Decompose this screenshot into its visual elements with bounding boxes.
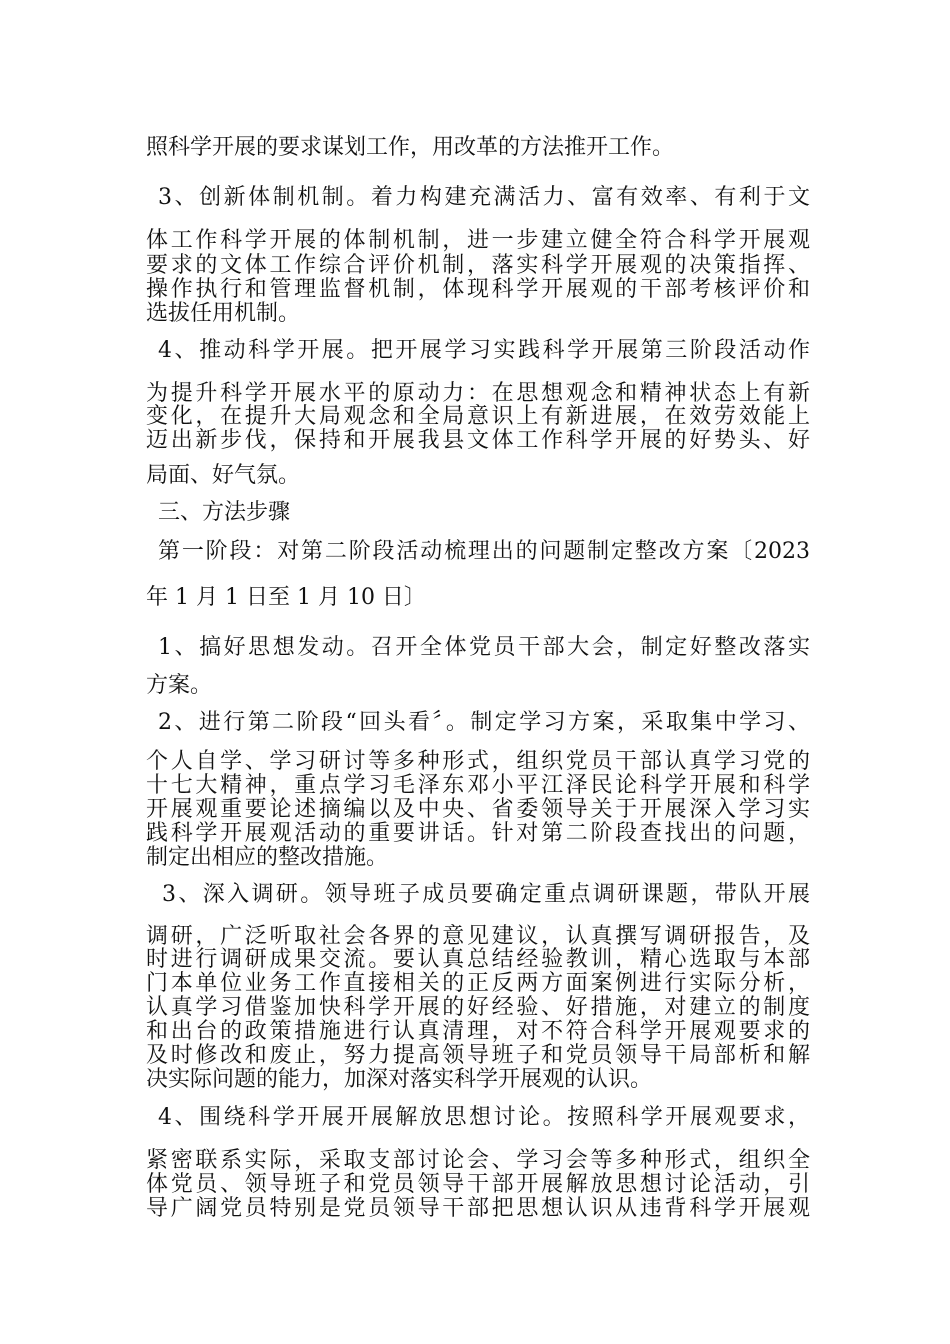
- text-line: 为提升科学开展水平的原动力：在思想观念和精神状态上有新: [146, 381, 810, 406]
- text-line: 紧密联系实际，采取支部讨论会、学习会等多种形式，组织全: [146, 1148, 810, 1173]
- text-line: 和出台的政策措施进行认真清理，对不符合科学开展观要求的: [146, 1019, 810, 1044]
- text-line: 选拔任用机制。: [146, 301, 301, 326]
- text-line: 体工作科学开展的体制机制，进一步建立健全符合科学开展观: [146, 228, 810, 253]
- text-line: 体党员、领导班子和党员领导干部开展解放思想讨论活动，引: [146, 1172, 810, 1197]
- text-line: 第一阶段：对第二阶段活动梳理出的问题制定整改方案〔2023: [158, 539, 810, 564]
- text-line: 十七大精神，重点学习毛泽东邓小平江泽民论科学开展和科学: [146, 773, 810, 798]
- text-line: 认真学习借鉴加快科学开展的好经验、好措施，对建立的制度: [146, 995, 810, 1020]
- text-line: 要求的文体工作综合评价机制，落实科学开展观的决策指挥、: [146, 253, 810, 278]
- text-line: 年 1 月 1 日至 1 月 10 日〕: [146, 585, 426, 610]
- text-line: 3、创新体制机制。着力构建充满活力、富有效率、有利于文: [158, 185, 810, 210]
- text-line: 开展观重要论述摘编以及中央、省委领导关于开展深入学习实: [146, 797, 810, 822]
- text-line: 4、推动科学开展。把开展学习实践科学开展第三阶段活动作: [158, 338, 810, 363]
- text-line: 个人自学、学习研讨等多种形式，组织党员干部认真学习党的: [146, 749, 810, 774]
- text-line: 3、深入调研。领导班子成员要确定重点调研课题，带队开展: [162, 882, 810, 907]
- section-heading: 三、方法步骤: [158, 500, 291, 525]
- text-line: 制定出相应的整改措施。: [146, 845, 389, 870]
- text-line: 践科学开展观活动的重要讲话。针对第二阶段查找出的问题，: [146, 821, 810, 846]
- text-line: 变化，在提升大局观念和全局意识上有新进展，在效劳效能上: [146, 404, 810, 429]
- text-line: 门本单位业务工作直接相关的正反两方面案例进行实际分析，: [146, 971, 810, 996]
- text-line: 导广阔党员特别是党员领导干部把思想认识从违背科学开展观: [146, 1196, 810, 1221]
- text-line: 调研，广泛听取社会各界的意见建议，认真撰写调研报告，及: [146, 924, 810, 949]
- text-line: 2、进行第二阶段“回头看〞。制定学习方案，采取集中学习、: [158, 710, 810, 735]
- text-line: 局面、好气氛。: [146, 463, 301, 488]
- text-line: 4、围绕科学开展开展解放思想讨论。按照科学开展观要求，: [158, 1105, 810, 1130]
- text-line: 1、搞好思想发动。召开全体党员干部大会，制定好整改落实: [158, 635, 810, 660]
- text-line: 方案。: [146, 673, 213, 698]
- text-line: 及时修改和废止，努力提高领导班子和党员领导干局部析和解: [146, 1043, 810, 1068]
- text-line: 时进行调研成果交流。要认真总结经验教训，精心选取与本部: [146, 947, 810, 972]
- text-line: 迈出新步伐，保持和开展我县文体工作科学开展的好势头、好: [146, 428, 810, 453]
- text-line: 决实际问题的能力，加深对落实科学开展观的认识。: [146, 1067, 653, 1092]
- text-line: 操作执行和管理监督机制，体现科学开展观的干部考核评价和: [146, 277, 810, 302]
- text-line: 照科学开展的要求谋划工作，用改革的方法推开工作。: [146, 135, 675, 160]
